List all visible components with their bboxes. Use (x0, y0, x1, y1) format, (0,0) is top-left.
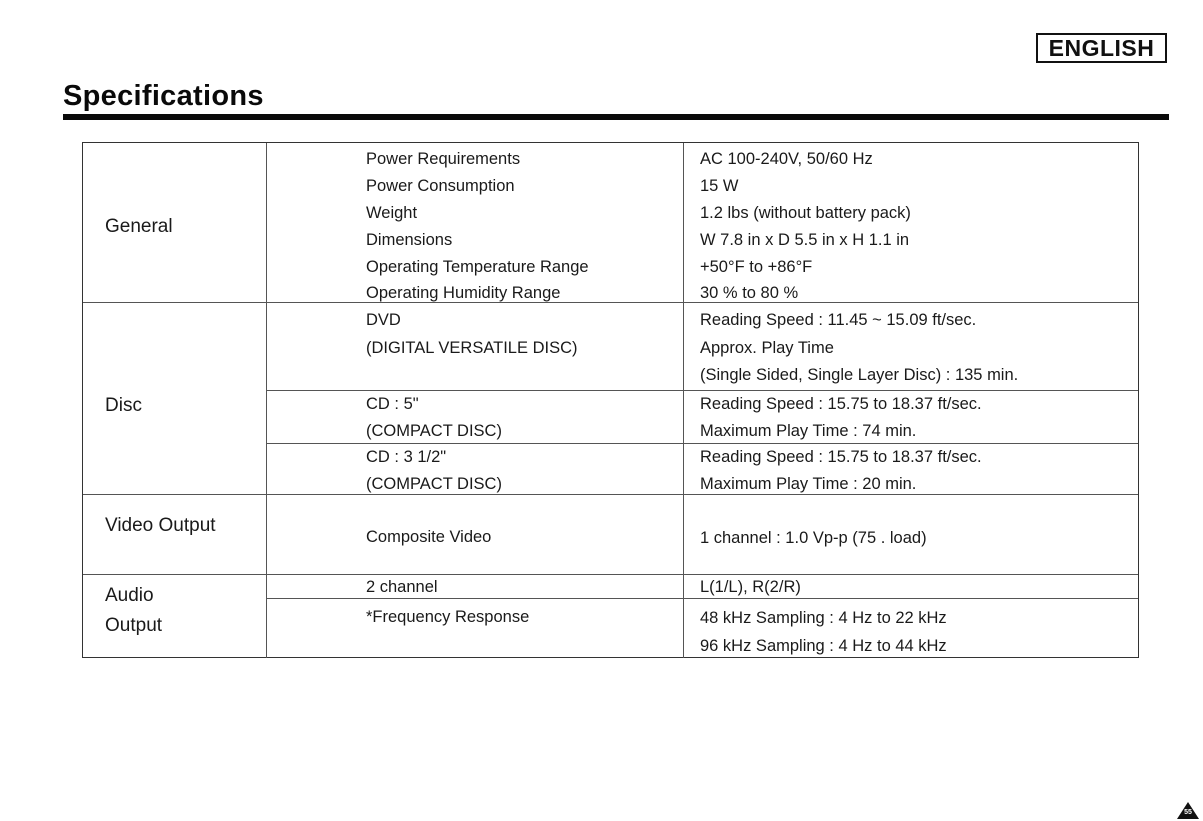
spec-label: CD : 3 1/2" (366, 448, 447, 466)
spec-label: DVD (366, 311, 401, 329)
spec-value: L(1/L), R(2/R) (700, 578, 801, 596)
column-divider-2 (683, 143, 684, 658)
row-divider-dvd (266, 390, 1138, 391)
row-divider-audio-channel (266, 598, 1138, 599)
spec-label: Operating Humidity Range (366, 284, 561, 302)
spec-label: (COMPACT DISC) (366, 475, 502, 493)
spec-value: Maximum Play Time : 74 min. (700, 422, 917, 440)
category-disc: Disc (105, 395, 142, 416)
category-general: General (105, 216, 173, 237)
section-divider-video (83, 574, 1138, 575)
spec-label: Dimensions (366, 231, 453, 249)
row-divider-cd5 (266, 443, 1138, 444)
spec-label: 2 channel (366, 578, 438, 596)
spec-label: Power Requirements (366, 150, 521, 168)
page-number: 55 (1184, 809, 1192, 816)
spec-value: 30 % to 80 % (700, 284, 799, 302)
spec-label: CD : 5" (366, 395, 419, 413)
category-video-output: Video Output (105, 515, 216, 536)
spec-value: 1 channel : 1.0 Vp-p (75 . load) (700, 529, 927, 547)
spec-label: (DIGITAL VERSATILE DISC) (366, 339, 578, 357)
title-rule (63, 114, 1169, 120)
column-divider-1 (266, 143, 267, 658)
spec-label: Weight (366, 204, 418, 222)
spec-value: 15 W (700, 177, 739, 195)
language-badge: ENGLISH (1036, 33, 1167, 63)
spec-value: 1.2 lbs (without battery pack) (700, 204, 911, 222)
spec-value: 48 kHz Sampling : 4 Hz to 22 kHz (700, 609, 947, 627)
section-divider-disc (83, 494, 1138, 495)
spec-label: Composite Video (366, 528, 492, 546)
spec-value: 96 kHz Sampling : 4 Hz to 44 kHz (700, 637, 947, 655)
spec-value: Reading Speed : 11.45 ~ 15.09 ft/sec. (700, 311, 977, 329)
category-audio-output: Output (105, 615, 163, 636)
spec-label: *Frequency Response (366, 608, 530, 626)
spec-value: Approx. Play Time (700, 339, 834, 357)
spec-value: (Single Sided, Single Layer Disc) : 135 min. (700, 366, 1019, 384)
section-divider-general (83, 302, 1138, 303)
spec-label: (COMPACT DISC) (366, 422, 502, 440)
spec-value: Reading Speed : 15.75 to 18.37 ft/sec. (700, 395, 982, 413)
spec-value: Reading Speed : 15.75 to 18.37 ft/sec. (700, 448, 982, 466)
spec-value: Maximum Play Time : 20 min. (700, 475, 917, 493)
page-title: Specifications (63, 80, 264, 112)
spec-value: +50°F to +86°F (700, 258, 813, 276)
spec-value: W 7.8 in x D 5.5 in x H 1.1 in (700, 231, 910, 249)
spec-label: Power Consumption (366, 177, 515, 195)
specifications-table (82, 142, 1139, 658)
spec-value: AC 100-240V, 50/60 Hz (700, 150, 873, 168)
spec-label: Operating Temperature Range (366, 258, 589, 276)
category-audio-output: Audio (105, 585, 154, 606)
